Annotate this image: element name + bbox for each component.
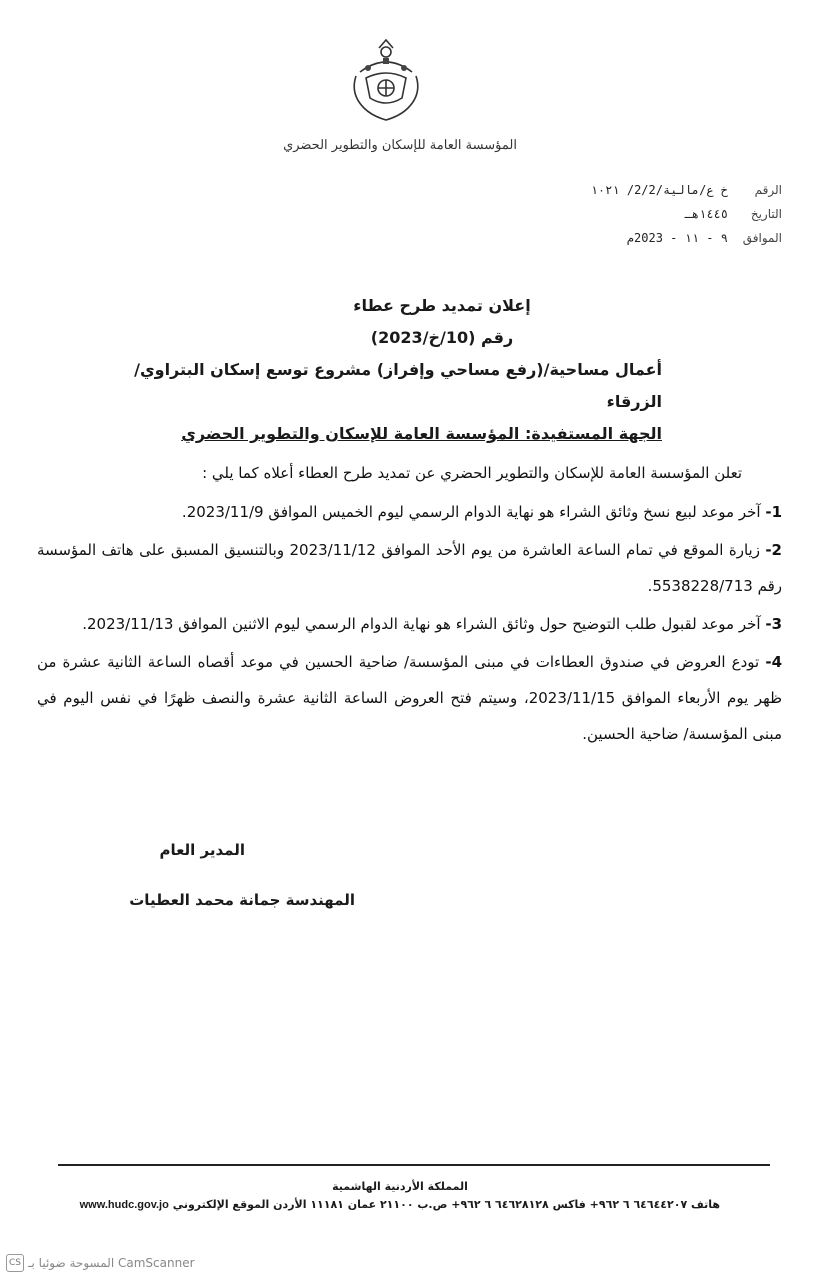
signatory-title: المدير العام xyxy=(159,841,245,859)
item-text: تودع العروض في صندوق العطاءات في مبنى المؤسسة/ ضاحية الحسين في موعد أقصاه الساعة الثانية عشرة من ظهر يوم الأربعاء الموافق 2023/11/15، وسيتم فتح العروض الساعة الثانية عشرة والنصف ظهرًا في نفس اليوم في مبنى المؤسسة/ ضاحية الحسين. xyxy=(37,653,783,743)
tender-subject: أعمال مساحية/(رفع مساحي وإفراز) مشروع توسع إسكان البتراوي/الزرقاء xyxy=(134,360,662,411)
ref-date-hijri-row xyxy=(542,202,782,226)
footer-contact xyxy=(20,1198,720,1211)
list-item xyxy=(37,644,782,752)
signatory-name: المهندسة جمانة محمد العطيات xyxy=(129,891,355,909)
beneficiary: الجهة المستفيدة: المؤسسة العامة للإسكان والتطوير الحضري xyxy=(181,424,662,443)
item-text: آخر موعد لبيع نسخ وثائق الشراء هو نهاية الدوام الرسمي ليوم الخميس الموافق 2023/11/9. xyxy=(181,503,761,521)
organization-name: المؤسسة العامة للإسكان والتطوير الحضري xyxy=(283,138,517,153)
announcement-title xyxy=(102,290,662,450)
item-number: 2- xyxy=(765,541,782,559)
footer-contact-text: هاتف ٦٤٦٤٤٢٠٧ ٦ ٩٦٢+ فاكس ٦٤٦٢٨١٢٨ ٦ ٩٦٢+ ص.ب ٢١١٠٠ عمان ١١١٨١ الأردن الموقع الإلكتروني xyxy=(172,1198,720,1211)
ref-number-row xyxy=(542,178,782,202)
jordan-emblem-icon xyxy=(346,38,426,128)
item-number: 1- xyxy=(765,503,782,521)
ref-number-value: خ ع/مالية/2/2/ ١٠٢١ xyxy=(590,183,728,197)
footer-country: المملكة الأردنية الهاشمية xyxy=(332,1180,468,1193)
item-number: 4- xyxy=(765,653,782,671)
intro-paragraph: تعلن المؤسسة العامة للإسكان والتطوير الحضري عن تمديد طرح العطاء أعلاه كما يلي : xyxy=(202,464,742,482)
scanner-watermark xyxy=(6,1254,195,1272)
ref-date-value: ١٤٤٥هـ xyxy=(684,207,728,221)
footer-divider xyxy=(58,1164,770,1166)
list-item xyxy=(37,532,782,604)
ref-corresponding-label: الموافق xyxy=(742,231,782,245)
item-number: 3- xyxy=(765,615,782,633)
reference-block xyxy=(542,178,782,250)
item-text: زيارة الموقع في تمام الساعة العاشرة من يوم الأحد الموافق 2023/11/12 وبالتنسيق المسبق على هاتف المؤسسة رقم 5538228/713. xyxy=(37,541,782,595)
ref-corresponding-value: ٩ - ١١ - 2023م xyxy=(626,231,728,245)
signature-block xyxy=(55,836,355,914)
ref-date-label: التاريخ xyxy=(750,207,782,221)
tender-number: رقم (10/خ/2023) xyxy=(370,328,514,347)
announcement-body xyxy=(37,458,782,754)
camscanner-logo-icon: CS xyxy=(6,1254,24,1272)
ref-number-label: الرقم xyxy=(754,183,782,197)
item-text: آخر موعد لقبول طلب التوضيح حول وثائق الشراء هو نهاية الدوام الرسمي ليوم الاثنين الموافق 2023/11/13. xyxy=(82,615,761,633)
ref-date-gregorian-row xyxy=(542,226,782,250)
title-line-1: إعلان تمديد طرح عطاء xyxy=(353,296,531,315)
scanner-watermark-text: المسوحة ضوئيا بـ CamScanner xyxy=(28,1256,195,1270)
list-item xyxy=(37,606,782,642)
list-item xyxy=(37,494,782,530)
footer-website-link[interactable]: www.hudc.gov.jo xyxy=(79,1199,169,1211)
